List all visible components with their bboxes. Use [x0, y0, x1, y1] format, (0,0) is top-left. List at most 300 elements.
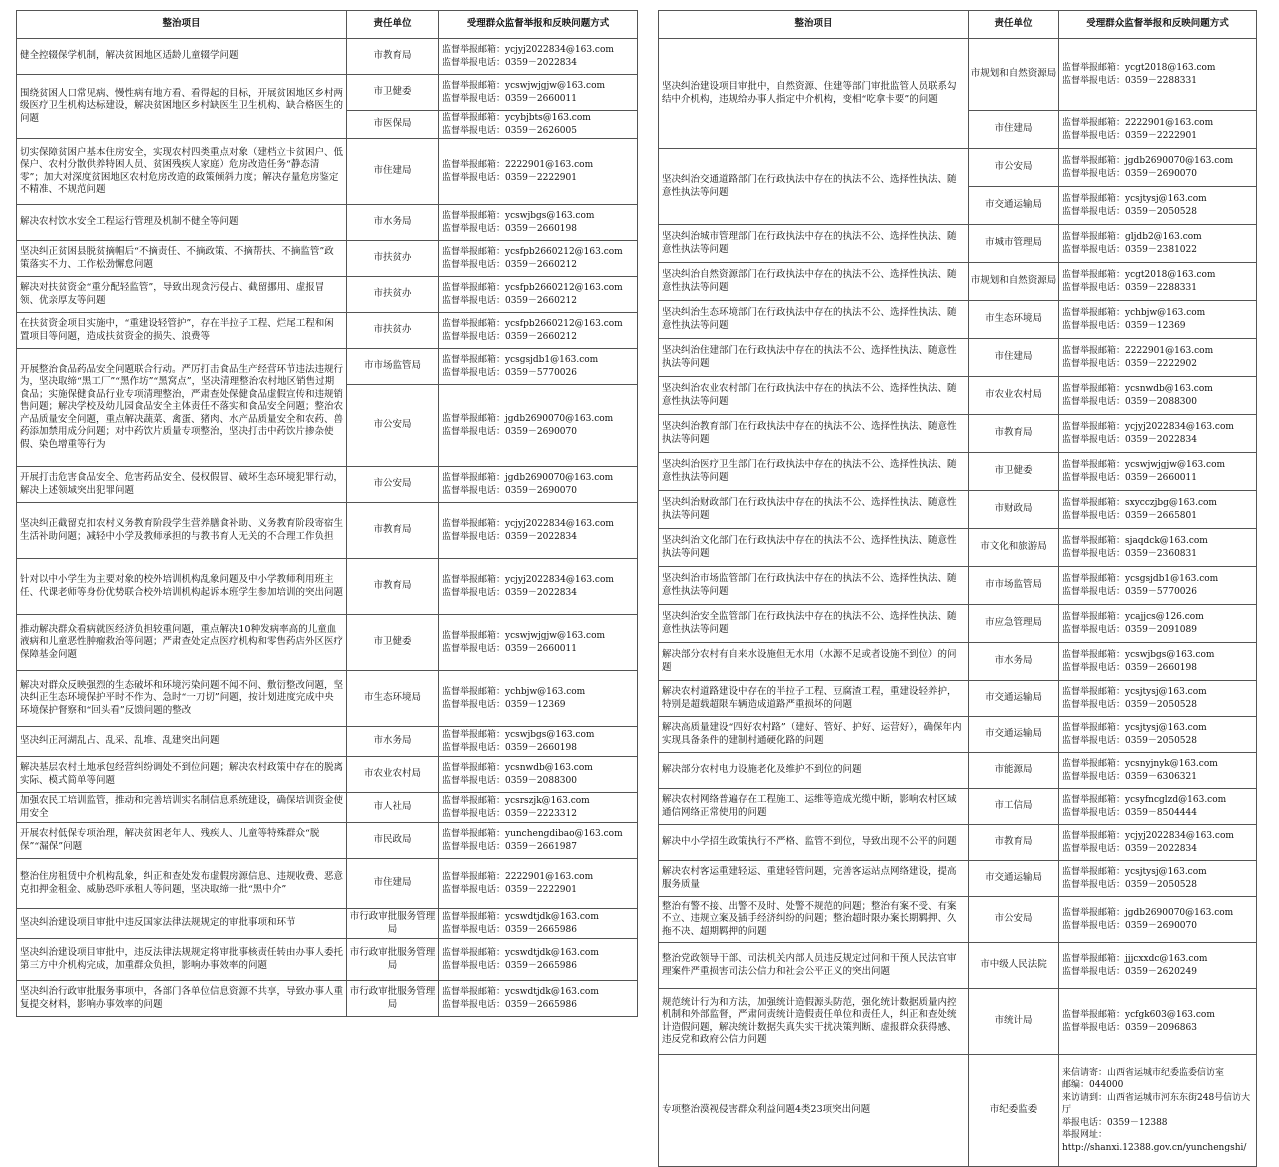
contact-line: 监督举报电话：0359－2091089: [1062, 624, 1197, 635]
contact-line: 监督举报邮箱：sxycczjbg@163.com: [1062, 498, 1217, 508]
unit-cell: 市民政局: [347, 823, 439, 859]
contact-line: 监督举报邮箱：ycswjwjgjw@163.com: [1062, 460, 1226, 470]
table-row: [17, 277, 638, 313]
table-row: [659, 989, 1257, 1055]
unit-cell: 市扶贫办: [347, 241, 439, 277]
table-row: [17, 727, 638, 757]
contact-cell: [1059, 225, 1257, 263]
contact-line: 监督举报电话：0359－2088300: [442, 775, 577, 786]
contact-line: 监督举报邮箱：ycjyj2022834@163.com: [1062, 831, 1234, 841]
unit-cell: 市住建局: [969, 111, 1059, 149]
table-row: [17, 205, 638, 241]
contact-line: 监督举报邮箱：2222901@163.com: [442, 160, 594, 170]
contact-line: 监督举报电话：0359－2665986: [442, 999, 577, 1010]
table-row: [17, 349, 638, 385]
item-cell: 解决中小学招生政策执行不严格、监管不到位，导致出现不公平的问题: [659, 825, 969, 861]
unit-cell: 市水务局: [347, 727, 439, 757]
contact-cell: [1059, 339, 1257, 377]
item-cell: 解决部分农村电力设施老化及维护不到位的问题: [659, 753, 969, 789]
contact-cell: [1059, 753, 1257, 789]
table-row: [17, 39, 638, 75]
contact-cell: [1059, 897, 1257, 943]
item-cell: 专项整治漠视侵害群众利益问题4类23项突出问题: [659, 1055, 969, 1167]
contact-cell: [1059, 717, 1257, 753]
unit-cell: 市扶贫办: [347, 313, 439, 349]
contact-line: 来信请寄：山西省运城市纪委监委信访室: [1062, 1067, 1225, 1078]
item-cell: 解决部分农村有自来水设施但无水用（水源不足或者设施不到位）的问题: [659, 643, 969, 681]
unit-cell: 市教育局: [347, 503, 439, 559]
contact-line: 监督举报邮箱：ycjyj2022834@163.com: [442, 45, 614, 55]
contact-line: 监督举报电话：0359－6306321: [1062, 771, 1197, 782]
contact-cell: [439, 277, 638, 313]
table-row: [659, 377, 1257, 415]
contact-line: 举报网址：: [1062, 1130, 1108, 1141]
unit-cell: 市卫健委: [347, 75, 439, 111]
contact-cell: [1059, 149, 1257, 187]
table-row: [17, 793, 638, 823]
contact-line: 监督举报电话：0359－12369: [442, 699, 566, 710]
unit-cell: 市教育局: [969, 415, 1059, 453]
contact-line: 监督举报邮箱：ycjyj2022834@163.com: [442, 575, 614, 585]
contact-line: 监督举报电话：0359－2665986: [442, 960, 577, 971]
contact-line: 监督举报邮箱：ycsnwdb@163.com: [1062, 384, 1213, 394]
contact-line: 监督举报电话：0359－2660212: [442, 295, 577, 306]
contact-line: 监督举报电话：0359－2288331: [1062, 75, 1197, 86]
unit-cell: 市农业农村局: [969, 377, 1059, 415]
item-cell: 解决基层农村土地承包经营纠纷调处不到位问题；解决农村政策中存在的脱离实际、模式简单等问题: [17, 757, 347, 793]
contact-cell: [1059, 187, 1257, 225]
unit-cell: 市应急管理局: [969, 605, 1059, 643]
contact-line: 监督举报电话：0359－2626005: [442, 125, 577, 136]
contact-line: 监督举报邮箱：ycsnwdb@163.com: [442, 763, 593, 773]
table-row: [659, 1055, 1257, 1167]
contact-line: 监督举报电话：0359－2222902: [1062, 358, 1197, 369]
item-cell: 解决农村网络普遍存在工程施工、运维等造成光缆中断，影响农村区域通信网络正常使用的问题: [659, 789, 969, 825]
header-contact: 受理群众监督举报和反映问题方式: [439, 11, 638, 39]
unit-cell: 市规划和自然资源局: [969, 39, 1059, 111]
contact-cell: [439, 313, 638, 349]
contact-line: 监督举报邮箱：ycswdtjdk@163.com: [442, 987, 599, 997]
table-row: [659, 491, 1257, 529]
contact-cell: [439, 241, 638, 277]
item-cell: 围绕贫困人口常见病、慢性病有地方看、看得起的目标，开展贫困地区乡村两级医疗卫生机构达标建设，解决贫困地区乡村缺医生卫生机构、缺合格医生的问题: [17, 75, 347, 139]
item-cell: 坚决纠治住建部门在行政执法中存在的执法不公、选择性执法、随意性执法等问题: [659, 339, 969, 377]
unit-cell: 市纪委监委: [969, 1055, 1059, 1167]
contact-cell: [439, 793, 638, 823]
unit-cell: 市水务局: [969, 643, 1059, 681]
item-cell: 坚决纠治行政审批服务事项中，各部门各单位信息资源不共享，导致办事人重复提交材料，影响办事效率的问题: [17, 981, 347, 1017]
item-cell: 坚决纠正截留克扣农村义务教育阶段学生营养膳食补助、义务教育阶段寄宿生生活补助问题；减轻中小学及教师承担的与教书育人无关的不合理工作负担: [17, 503, 347, 559]
header-item: 整治项目: [17, 11, 347, 39]
contact-line: 监督举报邮箱：ycsyfncglzd@163.com: [1062, 795, 1227, 805]
contact-line: 监督举报邮箱：ycjyj2022834@163.com: [442, 519, 614, 529]
item-cell: 解决对扶贫资金“重分配轻监管”，导致出现贪污侵占、截留挪用、虚报冒领、优亲厚友等问题: [17, 277, 347, 313]
unit-cell: 市教育局: [347, 559, 439, 615]
contact-line: 监督举报邮箱：2222901@163.com: [442, 872, 594, 882]
contact-line: 监督举报电话：0359－2096863: [1062, 1022, 1197, 1033]
item-cell: 推动解决群众看病就医经济负担较重问题，重点解决10种发病率高的儿童血液病和儿童恶性肿瘤救治等问题；严肃查处定点医疗机构和零售药店外区医疗保障基金问题: [17, 615, 347, 671]
contact-cell: [1059, 263, 1257, 301]
unit-cell: 市公安局: [969, 149, 1059, 187]
contact-line: 邮编：044000: [1062, 1080, 1124, 1091]
contact-cell: [439, 823, 638, 859]
contact-cell: [439, 757, 638, 793]
item-cell: 坚决纠治教育部门在行政执法中存在的执法不公、选择性执法、随意性执法等问题: [659, 415, 969, 453]
item-cell: 坚决纠治自然资源部门在行政执法中存在的执法不公、选择性执法、随意性执法等问题: [659, 263, 969, 301]
item-cell: 在扶贫资金项目实施中，“重建设轻管护”，存在半拉子工程、烂尾工程和闲置项目等问题，造成扶贫资金的损失、浪费等: [17, 313, 347, 349]
contact-cell: [1059, 789, 1257, 825]
table-row: [659, 897, 1257, 943]
unit-cell: 市农业农村局: [347, 757, 439, 793]
contact-line: 监督举报邮箱：ychbjw@163.com: [1062, 308, 1206, 318]
contact-line: 监督举报邮箱：jgdb2690070@163.com: [442, 473, 614, 483]
contact-cell: [1059, 529, 1257, 567]
contact-cell: [439, 909, 638, 939]
unit-cell: 市交通运输局: [969, 681, 1059, 717]
contact-line: 监督举报电话：0359－2660011: [442, 643, 577, 654]
table-row: [17, 559, 638, 615]
item-cell: 解决农村道路建设中存在的半拉子工程、豆腐渣工程，重建设轻养护，特别是超载超限车辆造成道路严重损坏的问题: [659, 681, 969, 717]
contact-line: 监督举报电话：0359－2360831: [1062, 548, 1197, 559]
contact-cell: [1059, 989, 1257, 1055]
unit-cell: 市住建局: [969, 339, 1059, 377]
item-cell: 加强农民工培训监管，推动和完善培训实名制信息系统建设，确保培训资金使用安全: [17, 793, 347, 823]
left-table: [16, 10, 638, 1017]
table-row: [17, 981, 638, 1017]
contact-line: 监督举报邮箱：ycsgsjdb1@163.com: [1062, 574, 1219, 584]
contact-line: 监督举报电话：0359－12369: [1062, 320, 1186, 331]
contact-cell: [439, 205, 638, 241]
contact-line: 监督举报电话：0359－2690070: [442, 426, 577, 437]
contact-line: 监督举报电话：0359－2022834: [1062, 434, 1197, 445]
contact-cell: [1059, 567, 1257, 605]
unit-cell: 市人社局: [347, 793, 439, 823]
table-row: [17, 313, 638, 349]
unit-cell: 市公安局: [969, 897, 1059, 943]
unit-cell: 市市场监管局: [347, 349, 439, 385]
contact-line: 监督举报电话：0359－2690070: [1062, 168, 1197, 179]
contact-line: 监督举报电话：0359－2223312: [442, 808, 577, 819]
contact-line: 监督举报邮箱：2222901@163.com: [1062, 118, 1214, 128]
contact-line: 监督举报邮箱：jgdb2690070@163.com: [1062, 156, 1234, 166]
table-row: [659, 861, 1257, 897]
table-row: [17, 671, 638, 727]
contact-line: 监督举报电话：0359－2222901: [442, 172, 577, 183]
item-cell: 健全控辍保学机制，解决贫困地区适龄儿童辍学问题: [17, 39, 347, 75]
contact-line: 监督举报邮箱：ycsgsjdb1@163.com: [442, 355, 599, 365]
table-row: [17, 823, 638, 859]
item-cell: 坚决纠治农业农村部门在行政执法中存在的执法不公、选择性执法、随意性执法等问题: [659, 377, 969, 415]
contact-cell: [439, 111, 638, 139]
table-row: [659, 643, 1257, 681]
contact-cell: [439, 467, 638, 503]
item-cell: 坚决纠治安全监管部门在行政执法中存在的执法不公、选择性执法、随意性执法等问题: [659, 605, 969, 643]
table-row: [17, 75, 638, 111]
contact-cell: [439, 385, 638, 467]
contact-cell: [439, 981, 638, 1017]
item-cell: 解决农村客运重建轻运、重建轻管问题，完善客运站点网络建设，提高服务质量: [659, 861, 969, 897]
contact-line: 监督举报电话：0359－2660198: [442, 223, 577, 234]
item-cell: 坚决纠治文化部门在行政执法中存在的执法不公、选择性执法、随意性执法等问题: [659, 529, 969, 567]
unit-cell: 市交通运输局: [969, 861, 1059, 897]
unit-cell: 市财政局: [969, 491, 1059, 529]
contact-line: 监督举报电话：0359－2690070: [442, 485, 577, 496]
table-row: [17, 615, 638, 671]
contact-line: 监督举报邮箱：ycajjcs@126.com: [1062, 612, 1204, 622]
table-row: [659, 149, 1257, 187]
contact-cell: [439, 615, 638, 671]
contact-cell: [439, 75, 638, 111]
table-row: [17, 909, 638, 939]
item-cell: 坚决纠治市场监管部门在行政执法中存在的执法不公、选择性执法、随意性执法等问题: [659, 567, 969, 605]
contact-line: 监督举报电话：0359－2050528: [1062, 206, 1197, 217]
contact-line: 监督举报电话：0359－2660212: [442, 331, 577, 342]
contact-line: 监督举报电话：0359－2660011: [1062, 472, 1197, 483]
contact-cell: [439, 727, 638, 757]
table-row: [17, 757, 638, 793]
contact-line: 监督举报电话：0359－5770026: [1062, 586, 1197, 597]
contact-line: 监督举报邮箱：ycswjbgs@163.com: [442, 730, 595, 740]
item-cell: 规范统计行为和方法，加强统计造假源头防范，强化统计数据质量内控机制和外部监督，严肃问责统计造假责任单位和责任人，纠正和查处统计造假问题，解决统计数据失真失实干扰决策判断、虚报群众获得感、违反党和政府公信力问题: [659, 989, 969, 1055]
contact-line: 监督举报邮箱：ycsfpb2660212@163.com: [442, 283, 623, 293]
item-cell: 坚决纠治建设项目审批中违反国家法律法规规定的审批事项和环节: [17, 909, 347, 939]
contact-line: 监督举报电话：0359－2660011: [442, 93, 577, 104]
unit-cell: 市城市管理局: [969, 225, 1059, 263]
contact-cell: [1059, 453, 1257, 491]
unit-cell: 市公安局: [347, 385, 439, 467]
unit-cell: 市生态环境局: [347, 671, 439, 727]
item-cell: 整治住房租赁中介机构乱象，纠正和查处发布虚假房源信息、违规收费、恶意克扣押金租金、威胁恐吓承租人等问题，坚决取缔一批“黑中介”: [17, 859, 347, 909]
unit-cell: 市卫健委: [347, 615, 439, 671]
unit-cell: 市统计局: [969, 989, 1059, 1055]
item-cell: 坚决纠治城市管理部门在行政执法中存在的执法不公、选择性执法、随意性执法等问题: [659, 225, 969, 263]
contact-line: 监督举报电话：0359－2022834: [442, 531, 577, 542]
contact-line: 监督举报邮箱：jgdb2690070@163.com: [442, 414, 614, 424]
contact-line: 监督举报邮箱：ycgt2018@163.com: [1062, 63, 1216, 73]
unit-cell: 市医保局: [347, 111, 439, 139]
contact-line: 监督举报邮箱：ycsfpb2660212@163.com: [442, 319, 623, 329]
contact-cell: [1059, 1055, 1257, 1167]
contact-line: 监督举报邮箱：ycswdtjdk@163.com: [442, 912, 599, 922]
contact-cell: [1059, 491, 1257, 529]
table-row: [659, 753, 1257, 789]
item-cell: 开展农村低保专项治理，解决贫困老年人、残疾人、儿童等特殊群众“脱保”“漏保”问题: [17, 823, 347, 859]
unit-cell: 市住建局: [347, 859, 439, 909]
item-cell: 解决高质量建设“四好农村路”（建好、管好、护好、运营好），确保年内实现具备条件的建制村通硬化路的问题: [659, 717, 969, 753]
table-row: [659, 567, 1257, 605]
table-row: [659, 825, 1257, 861]
contact-line: 监督举报电话：0359－2022834: [442, 57, 577, 68]
contact-line: 监督举报邮箱：ycsjtysj@163.com: [1062, 194, 1207, 204]
unit-cell: 市文化和旅游局: [969, 529, 1059, 567]
contact-line: 监督举报电话：0359－2022834: [442, 587, 577, 598]
table-row: [659, 415, 1257, 453]
unit-cell: 市中级人民法院: [969, 943, 1059, 989]
item-cell: 坚决纠正河湖乱占、乱采、乱堆、乱建突出问题: [17, 727, 347, 757]
contact-line: 监督举报邮箱：ycswjbgs@163.com: [1062, 650, 1215, 660]
contact-line: http://shanxi.12388.gov.cn/yunchengshi/: [1062, 1142, 1247, 1153]
table-row: [17, 139, 638, 205]
contact-line: 监督举报邮箱：ycsrszjk@163.com: [442, 796, 590, 806]
contact-line: 监督举报邮箱：sjaqdck@163.com: [1062, 536, 1208, 546]
contact-cell: [439, 859, 638, 909]
table-row: [17, 503, 638, 559]
item-cell: 坚决纠治生态环境部门在行政执法中存在的执法不公、选择性执法、随意性执法等问题: [659, 301, 969, 339]
table-row: [659, 681, 1257, 717]
table-row: [659, 39, 1257, 111]
contact-cell: [1059, 605, 1257, 643]
header-item: 整治项目: [659, 11, 969, 39]
contact-line: 监督举报电话：0359－2690070: [1062, 920, 1197, 931]
contact-line: 监督举报邮箱：ycswdtjdk@163.com: [442, 948, 599, 958]
unit-cell: 市卫健委: [969, 453, 1059, 491]
item-cell: 切实保障贫困户基本住房安全，实现农村四类重点对象（建档立卡贫困户、低保户、农村分散供养特困人员、贫困残疾人家庭）危房改造任务“静态清零”；加大对深度贫困地区农村危房改造的政策倾斜力度；解决存量危房鉴定不精准、不规范问题: [17, 139, 347, 205]
contact-line: 监督举报邮箱：ycswjwjgjw@163.com: [442, 631, 606, 641]
contact-cell: [439, 671, 638, 727]
contact-line: 监督举报邮箱：ycsjtysj@163.com: [1062, 687, 1207, 697]
table-row: [17, 939, 638, 981]
unit-cell: 市住建局: [347, 139, 439, 205]
contact-line: 监督举报邮箱：ycybjbts@163.com: [442, 113, 591, 123]
contact-cell: [439, 939, 638, 981]
item-cell: 整治党政领导干部、司法机关内部人员违反规定过问和干预人民法官审理案件严重损害司法公信力和社会公平正义的突出问题: [659, 943, 969, 989]
contact-line: 监督举报邮箱：yunchengdibao@163.com: [442, 829, 623, 839]
contact-cell: [1059, 301, 1257, 339]
header-row: [17, 11, 638, 39]
unit-cell: 市交通运输局: [969, 187, 1059, 225]
table-row: [659, 605, 1257, 643]
contact-line: 监督举报邮箱：2222901@163.com: [1062, 346, 1214, 356]
item-cell: 坚决纠治医疗卫生部门在行政执法中存在的执法不公、选择性执法、随意性执法等问题: [659, 453, 969, 491]
table-row: [17, 467, 638, 503]
contact-cell: [1059, 377, 1257, 415]
contact-line: 监督举报邮箱：jjjcxxdc@163.com: [1062, 954, 1208, 964]
table-row: [659, 943, 1257, 989]
contact-line: 监督举报邮箱：ycsjtysj@163.com: [1062, 867, 1207, 877]
contact-line: 监督举报邮箱：ycsjtysj@163.com: [1062, 723, 1207, 733]
contact-cell: [1059, 39, 1257, 111]
contact-line: 监督举报邮箱：ycsnyjnyk@163.com: [1062, 759, 1218, 769]
contact-line: 监督举报电话：0359－2660198: [442, 742, 577, 753]
contact-line: 监督举报电话：0359－5770026: [442, 367, 577, 378]
unit-cell: 市教育局: [347, 39, 439, 75]
item-cell: 坚决纠正贫困县脱贫摘帽后“不摘责任、不摘政策、不摘帮扶、不摘监管”政策落实不力、工作松劲懈怠问题: [17, 241, 347, 277]
contact-line: 监督举报电话：0359－2665801: [1062, 510, 1197, 521]
right-table: [658, 10, 1257, 1167]
contact-cell: [439, 139, 638, 205]
table-row: [659, 789, 1257, 825]
table-row: [659, 263, 1257, 301]
contact-line: 监督举报电话：0359－2665986: [442, 924, 577, 935]
contact-line: 监督举报电话：0359－2661987: [442, 841, 577, 852]
contact-line: 监督举报电话：0359－2088300: [1062, 396, 1197, 407]
contact-line: 监督举报电话：0359－2660198: [1062, 662, 1197, 673]
item-cell: 坚决纠治建设项目审批中，违反法律法规规定将审批事核责任转由办事人委托第三方中介机构完成，加重群众负担，影响办事效率的问题: [17, 939, 347, 981]
contact-line: 监督举报电话：0359－2022834: [1062, 843, 1197, 854]
contact-cell: [439, 39, 638, 75]
contact-line: 监督举报电话：0359－2288331: [1062, 282, 1197, 293]
item-cell: 开展打击危害食品安全、危害药品安全、侵权假冒、破坏生态环境犯罪行动，解决上述领域突出犯罪问题: [17, 467, 347, 503]
contact-line: 监督举报电话：0359－2381022: [1062, 244, 1197, 255]
contact-line: 监督举报邮箱：ycgt2018@163.com: [1062, 270, 1216, 280]
unit-cell: 市规划和自然资源局: [969, 263, 1059, 301]
contact-line: 监督举报电话：0359－2050528: [1062, 735, 1197, 746]
header-unit: 责任单位: [969, 11, 1059, 39]
unit-cell: 市行政审批服务管理局: [347, 981, 439, 1017]
table-row: [659, 529, 1257, 567]
table-row: [659, 301, 1257, 339]
contact-line: 监督举报电话：0359－8504444: [1062, 807, 1197, 818]
contact-line: 监督举报电话：0359－2222901: [1062, 130, 1197, 141]
contact-line: 监督举报邮箱：jgdb2690070@163.com: [1062, 908, 1234, 918]
table-row: [659, 453, 1257, 491]
unit-cell: 市生态环境局: [969, 301, 1059, 339]
header-unit: 责任单位: [347, 11, 439, 39]
contact-cell: [1059, 861, 1257, 897]
table-row: [659, 339, 1257, 377]
contact-line: 监督举报邮箱：gljdb2@163.com: [1062, 232, 1202, 242]
unit-cell: 市行政审批服务管理局: [347, 939, 439, 981]
contact-line: 监督举报电话：0359－2660212: [442, 259, 577, 270]
header-row: [659, 11, 1257, 39]
contact-cell: [1059, 111, 1257, 149]
contact-line: 来访请到：山西省运城市河东东街248号信访大厅: [1062, 1092, 1251, 1116]
unit-cell: 市工信局: [969, 789, 1059, 825]
contact-line: 监督举报邮箱：ycswjwjgjw@163.com: [442, 81, 606, 91]
contact-cell: [439, 349, 638, 385]
contact-line: 监督举报电话：0359－2050528: [1062, 879, 1197, 890]
contact-cell: [1059, 415, 1257, 453]
header-contact: 受理群众监督举报和反映问题方式: [1059, 11, 1257, 39]
contact-line: 监督举报电话：0359－2222901: [442, 884, 577, 895]
item-cell: 坚决纠治财政部门在行政执法中存在的执法不公、选择性执法、随意性执法等问题: [659, 491, 969, 529]
item-cell: 针对以中小学生为主要对象的校外培训机构乱象问题及中小学教师利用班主任、代课老师等身份优势联合校外培训机构起诉本班学生参加培训的突出问题: [17, 559, 347, 615]
unit-cell: 市市场监管局: [969, 567, 1059, 605]
contact-line: 监督举报邮箱：ycfgk603@163.com: [1062, 1010, 1215, 1020]
item-cell: 坚决纠治交通道路部门在行政执法中存在的执法不公、选择性执法、随意性执法等问题: [659, 149, 969, 225]
contact-line: 监督举报邮箱：ycswjbgs@163.com: [442, 211, 595, 221]
unit-cell: 市公安局: [347, 467, 439, 503]
table-row: [659, 717, 1257, 753]
table-row: [17, 241, 638, 277]
contact-line: 举报电话：0359－12388: [1062, 1117, 1168, 1128]
contact-cell: [1059, 943, 1257, 989]
unit-cell: 市行政审批服务管理局: [347, 909, 439, 939]
contact-cell: [1059, 825, 1257, 861]
contact-cell: [1059, 681, 1257, 717]
contact-line: 监督举报邮箱：ycjyj2022834@163.com: [1062, 422, 1234, 432]
contact-cell: [439, 559, 638, 615]
item-cell: 整治有警不接、出警不及时、处警不规范的问题；整治有案不受、有案不立、违规立案及插手经济纠纷的问题；整治超时限办案长期羁押、久拖不决、超期羁押的问题: [659, 897, 969, 943]
unit-cell: 市能源局: [969, 753, 1059, 789]
item-cell: 解决对群众反映强烈的生态破坏和环境污染问题不闻不问、敷衍整改问题，坚决纠正生态环境保护平时不作为、急时“一刀切”问题，按计划进度完成中央环境保护督察和“回头看”反馈问题的整改: [17, 671, 347, 727]
item-cell: 开展整治食品药品安全问题联合行动。严厉打击食品生产经营环节违法违规行为，坚决取缔“黑工厂”“黑作坊”“黑窝点”，坚决清理整治农村地区销售过期食品；实施保健食品行业专项清理整治，严肃查处保健食品虚假宣传和违规销售问题；解决学校及幼儿园食品安全主体责任不落实和食品安全问题；整治农产品质量安全问题，重点解决蔬菜、禽蛋、猪肉、水产品质量安全和农药、兽药添加禁用成分问题；对中药饮片质量专项整治，坚决打击中药饮片掺杂使假、染色增重等行为: [17, 349, 347, 467]
table-row: [17, 859, 638, 909]
contact-line: 监督举报邮箱：ycsfpb2660212@163.com: [442, 247, 623, 257]
contact-line: 监督举报电话：0359－2050528: [1062, 699, 1197, 710]
contact-cell: [439, 503, 638, 559]
unit-cell: 市扶贫办: [347, 277, 439, 313]
item-cell: 坚决纠治建设项目审批中，自然资源、住建等部门审批监管人员联系勾结中介机构，违规给办事人指定中介机构，变相“吃拿卡要”的问题: [659, 39, 969, 149]
unit-cell: 市水务局: [347, 205, 439, 241]
unit-cell: 市交通运输局: [969, 717, 1059, 753]
unit-cell: 市教育局: [969, 825, 1059, 861]
item-cell: 解决农村饮水安全工程运行管理及机制不健全等问题: [17, 205, 347, 241]
contact-line: 监督举报邮箱：ychbjw@163.com: [442, 687, 586, 697]
contact-line: 监督举报电话：0359－2620249: [1062, 966, 1197, 977]
contact-cell: [1059, 643, 1257, 681]
table-row: [659, 225, 1257, 263]
